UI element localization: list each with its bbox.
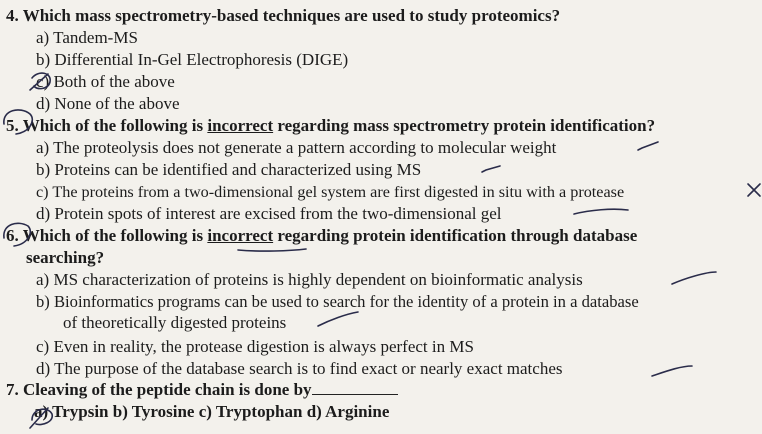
question-emphasis: incorrect	[207, 226, 274, 245]
check-mark-6d	[652, 366, 692, 376]
question-text-post: regarding mass spectrometry protein identification?	[273, 116, 656, 135]
question-number: 4.	[6, 6, 19, 25]
option-6d	[36, 359, 563, 379]
option-text: Even in reality, the protease digestion is always perfect in MS	[53, 337, 474, 356]
option-text: The purpose of the database search is to find exact or nearly exact matches	[54, 359, 563, 378]
option-4d	[36, 94, 180, 114]
option-letter: c)	[36, 72, 50, 91]
option-text: The proteins from a two-dimensional gel system are first digested in situ with a protease	[52, 183, 625, 201]
question-text: Which mass spectrometry-based techniques are used to study proteomics?	[22, 6, 561, 25]
option-text-cont: of theoretically digested proteins	[63, 313, 287, 332]
option-letter: d)	[36, 94, 51, 113]
question-text: Cleaving of the peptide chain is done by	[23, 380, 312, 399]
option-letter: a)	[34, 402, 49, 421]
question-7	[6, 380, 398, 400]
x-mark-5c	[748, 184, 760, 196]
option-letter: c)	[36, 337, 50, 356]
dash-mark-5d	[574, 209, 628, 214]
option-letter: b)	[36, 160, 51, 179]
option-text: None of the above	[54, 94, 180, 113]
option-text: Protein spots of interest are excised from the two-dimensional gel	[54, 204, 502, 223]
inline-options: Trypsin b) Tyrosine c) Tryptophan d) Arginine	[52, 402, 390, 421]
option-text: Both of the above	[53, 72, 175, 91]
question-number: 6.	[6, 226, 19, 245]
question-number: 7.	[6, 380, 19, 399]
option-text: Differential In-Gel Electrophoresis (DIGE)	[54, 50, 349, 69]
option-4a	[36, 28, 138, 48]
option-text: Proteins can be identified and characterized using MS	[54, 160, 422, 179]
option-letter: b)	[36, 50, 51, 69]
question-7-options	[34, 402, 389, 422]
question-emphasis: incorrect	[207, 116, 274, 135]
option-5b	[36, 160, 421, 180]
question-6-line2	[26, 248, 104, 268]
option-6b	[36, 292, 639, 312]
option-letter: d)	[36, 204, 51, 223]
question-text-cont: searching?	[26, 248, 105, 267]
question-text-pre: Which of the following is	[22, 116, 208, 135]
question-text-post: regarding protein identification through database	[273, 226, 638, 245]
question-text-pre: Which of the following is	[22, 226, 208, 245]
option-5d	[36, 204, 502, 224]
check-mark-6a	[672, 272, 716, 284]
option-5a	[36, 138, 556, 158]
check-mark-5a	[638, 142, 658, 150]
option-text: MS characterization of proteins is highly dependent on bioinformatic analysis	[53, 270, 583, 289]
option-6a	[36, 270, 583, 290]
option-4c	[36, 72, 175, 92]
option-text: Tandem-MS	[53, 28, 138, 47]
question-5	[6, 116, 655, 136]
option-5c	[36, 182, 624, 202]
option-letter: d)	[36, 359, 51, 378]
option-letter: a)	[36, 138, 50, 157]
question-4	[6, 6, 560, 26]
option-letter: b)	[36, 292, 50, 311]
option-text: Bioinformatics programs can be used to search for the identity of a protein in a database	[53, 292, 639, 311]
option-4b	[36, 50, 348, 70]
option-letter: a)	[36, 270, 50, 289]
underline-mark-q6	[238, 249, 306, 251]
option-6b-continued	[63, 313, 286, 333]
check-mark-6b	[318, 312, 358, 326]
option-text: The proteolysis does not generate a pattern according to molecular weight	[53, 138, 557, 157]
option-letter: c)	[36, 183, 49, 201]
answer-blank	[312, 380, 398, 395]
option-6c	[36, 337, 474, 357]
question-number: 5.	[6, 116, 19, 135]
question-6	[6, 226, 637, 246]
check-mark-5b	[482, 166, 500, 172]
option-letter: a)	[36, 28, 50, 47]
